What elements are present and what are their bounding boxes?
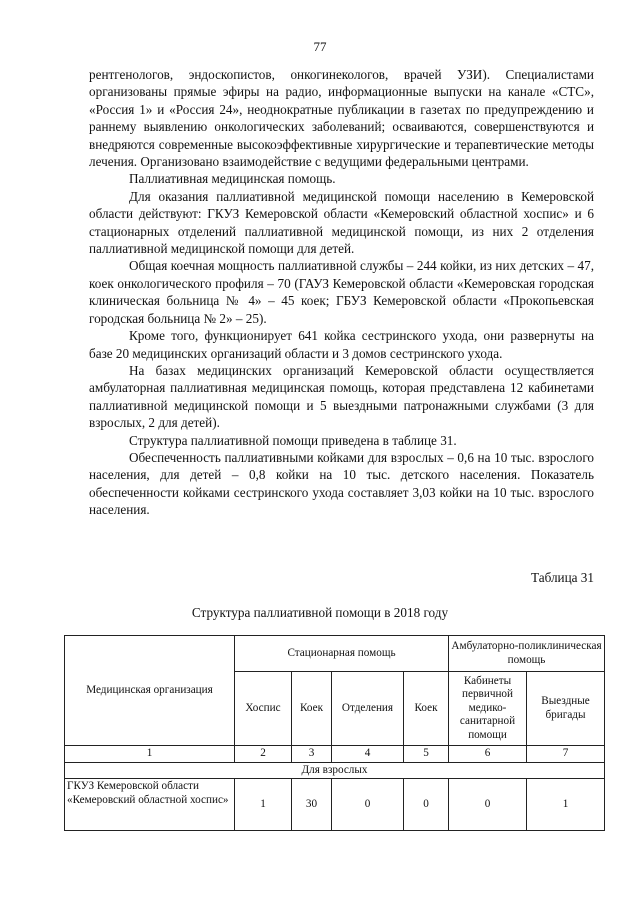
paragraph-4: Общая коечная мощность паллиативной службы – 244 койки, из них детских – 47, коек онкологического профиля – 70 (ГАУЗ Кемеровской области «Кемеровская городская клиническая больница № 4» – 45 коек; ГБУЗ Кемеровской области «Прокопьевская городская больница № 2» – 25). [89,258,594,326]
header-inpatient-group: Стационарная помощь [235,636,449,672]
table-title: Структура паллиативной помощи в 2018 году [191,605,449,620]
paragraph-6: На базах медицинских организаций Кемеровской области осуществляется амбулаторная паллиативная медицинская помощь, которая представлена 12 кабинетами паллиативной медицинской помощи и 5 выездными патронажными службами (3 для взрослых, 2 для детей). [89,362,594,431]
paragraph-7: Структура паллиативной помощи приведена в таблице 31. [129,432,457,448]
header-beds-2: Коек [404,672,449,746]
paragraph-5: Кроме того, функционирует 641 койка сестринского ухода, они развернуты на базе 20 медицинских организаций области и 3 домов сестринского ухода. [89,328,594,361]
column-number: 5 [404,746,449,763]
column-number: 1 [65,746,235,763]
cell-value: 0 [332,779,404,831]
column-number: 7 [527,746,605,763]
body-text [89,66,594,519]
column-number: 2 [235,746,292,763]
table-label: Таблица 31 [531,570,594,585]
header-organization: Медицинская организация [65,636,235,746]
header-hospice: Хоспис [235,672,292,746]
cell-value: 1 [235,779,292,831]
paragraph-8: Обеспеченность паллиативными койками для взрослых – 0,6 на 10 тыс. взрослого населения, для детей – 0,8 койки на 10 тыс. детского населения. Показатель обеспеченности койками сестринского ухода составляет 3,03 койки на 10 тыс. взрослого населения. [89,449,594,518]
column-number: 6 [449,746,527,763]
header-offices: Кабинеты первичной медико-санитарной помощи [449,672,527,746]
palliative-structure-table [64,635,605,831]
row-organization: ГКУЗ Кемеровской области «Кемеровский областной хоспис» [65,779,235,831]
cell-value: 30 [292,779,332,831]
paragraph-2: Паллиативная медицинская помощь. [129,171,336,187]
header-departments: Отделения [332,672,404,746]
column-number: 3 [292,746,332,763]
paragraph-1: рентгенологов, эндоскопистов, онкогинекологов, врачей УЗИ). Специалистами организованы прямые эфиры на радио, информационные выпуски на канале «СТС», «Россия 1» и «Россия 24», неоднократные публикации в газетах по предупреждению и раннему выявлению онкологических заболеваний; осваиваются, совершенствуются и внедряются современные высокоэффективные хирургические и терапевтические методы лечения. Организовано взаимодействие с ведущими федеральными центрами. [89,67,594,170]
header-beds: Коек [292,672,332,746]
header-mobile-teams: Выездные бригады [527,672,605,746]
column-number: 4 [332,746,404,763]
header-outpatient-group: Амбулаторно-поликлиническая помощь [449,636,605,672]
cell-value: 0 [404,779,449,831]
table-row [65,779,605,831]
page-number: 77 [313,39,327,54]
cell-value: 1 [527,779,605,831]
cell-value: 0 [449,779,527,831]
section-adults: Для взрослых [65,762,605,779]
paragraph-3: Для оказания паллиативной медицинской помощи населению в Кемеровской области действуют: ГКУЗ Кемеровской области «Кемеровский областной хоспис» и 6 стационарных отделений паллиативной медицинской помощи, из них 2 отделения паллиативной медицинской помощи для детей. [89,188,594,257]
